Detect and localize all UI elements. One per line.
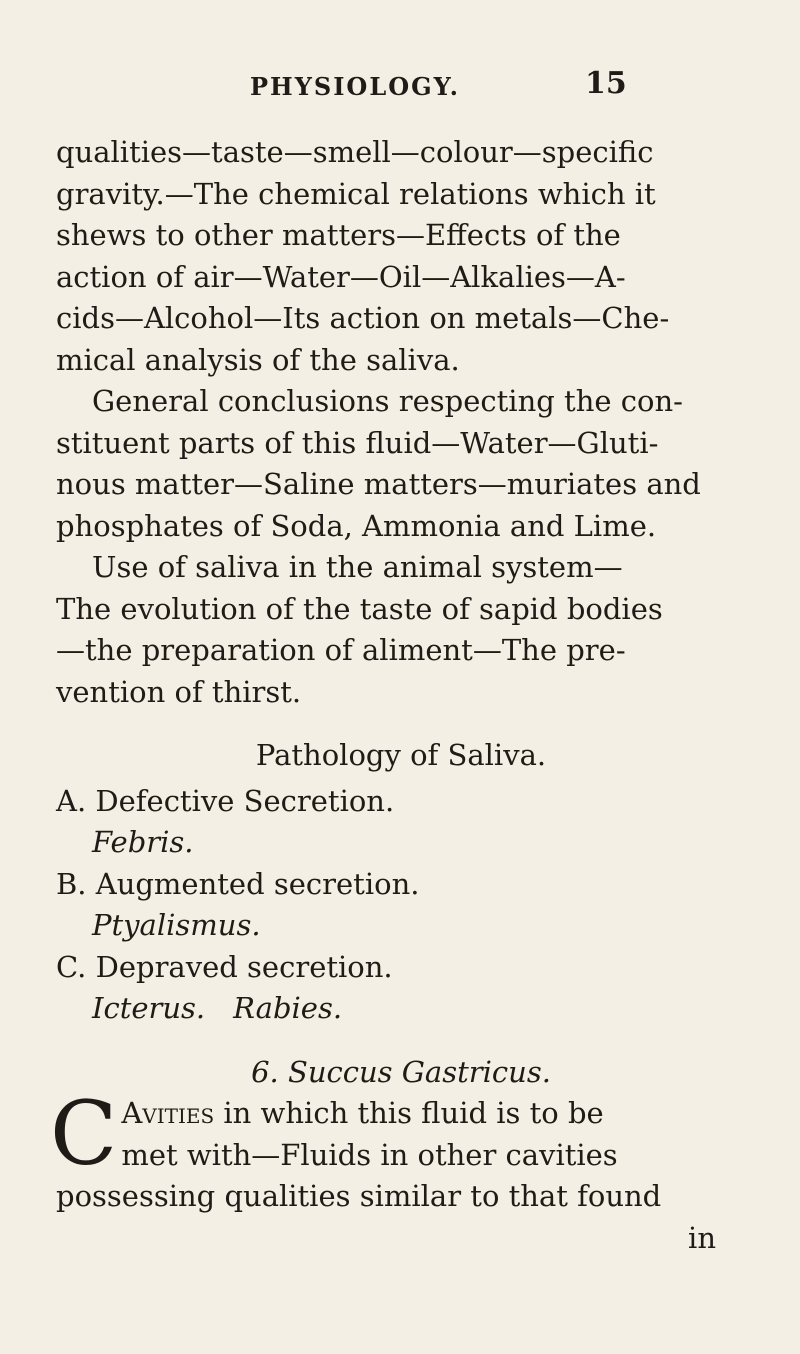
text-line: Use of saliva in the animal system— [92, 550, 623, 584]
catchword: in [688, 1220, 716, 1255]
pathology-item-a: A. Defective Secretion. [56, 783, 395, 818]
section-6-heading: 6. Succus Gastricus. [251, 1054, 551, 1089]
pathology-item-c-latin [56, 988, 746, 1030]
page-header [0, 66, 800, 112]
pathology-item-c: C. Depraved secretion. [56, 949, 393, 984]
small-caps-word: Avities [121, 1096, 215, 1130]
page-body [50, 132, 746, 1259]
text-line: gravity.—The chemical relations which it [56, 176, 656, 211]
text-line: stituent parts of this fluid—Water—Gluti- [56, 425, 659, 460]
paragraph-succus-gastricus [50, 1082, 746, 1259]
drop-cap: C [50, 1082, 118, 1185]
pathology-title: Pathology of Saliva. [255, 738, 547, 772]
text-line: shews to other matters—Effects of the [56, 218, 621, 252]
text-line: General conclusions respecting the con- [92, 384, 683, 418]
page-number: 15 [585, 66, 627, 101]
text-line [56, 1093, 746, 1135]
paragraph-chemical-relations [56, 132, 746, 381]
text-line: phosphates of Soda, Ammonia and Lime. [56, 508, 657, 543]
text-line: cids—Alcohol—Its action on metals—Che- [56, 301, 670, 335]
pathology-list [56, 781, 746, 1030]
text-line: The evolution of the taste of sapid bodies [56, 591, 663, 626]
text-fragment: in which this fluid is to be [214, 1096, 604, 1130]
text-line: —the preparation of aliment—The pre- [56, 633, 626, 667]
pathology-item-b: B. Augmented secretion. [56, 866, 420, 901]
pathology-item-a-latin: Febris. [92, 825, 194, 859]
pathology-item-b-latin: Ptyalismus. [92, 908, 261, 942]
text-line: vention of thirst. [56, 674, 302, 709]
text-line: possessing qualities similar to that found [56, 1179, 662, 1213]
text-line: action of air—Water—Oil—Alkalies—A- [56, 259, 626, 294]
paragraph-use-of-saliva [56, 547, 746, 713]
text-line: mical analysis of the saliva. [56, 342, 460, 377]
latin-term: Rabies. [233, 991, 343, 1025]
text-line: met with—Fluids in other cavities [121, 1137, 618, 1172]
paragraph-general-conclusions [56, 381, 746, 547]
text-line: qualities—taste—smell—colour—specific [56, 135, 654, 169]
latin-term: Icterus. [92, 991, 206, 1025]
text-line: nous matter—Saline matters—muriates and [56, 467, 701, 501]
running-head: PHYSIOLOGY. [250, 72, 460, 101]
